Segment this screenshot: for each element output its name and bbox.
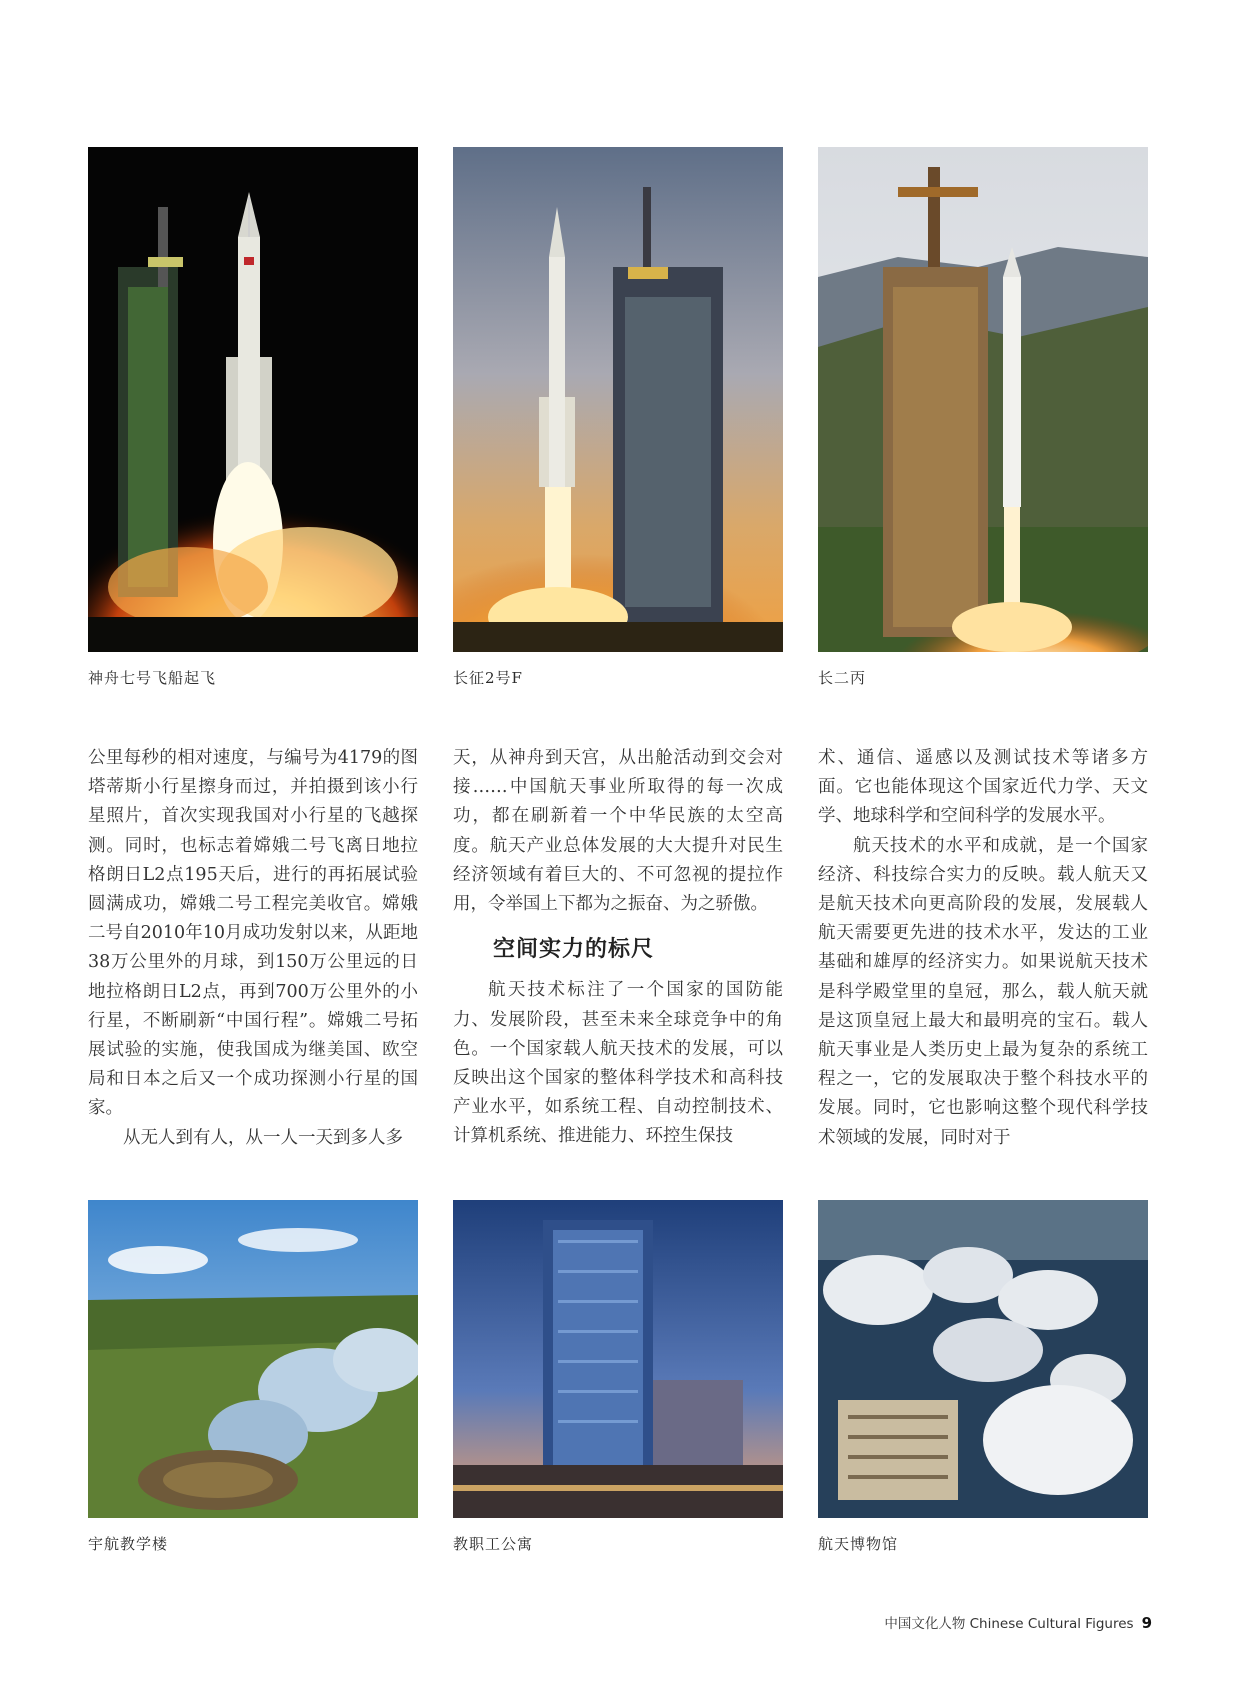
section-heading: 空间实力的标尺 (493, 937, 655, 963)
paragraph: 从无人到有人，从一人一天到多人多 (123, 1127, 403, 1148)
paragraph: 航天技术的水平和成就，是一个国家经济、科技综合实力的反映。载人航天又是航天技术向更高阶段的发展，发展载人航天需要更先进的技术水平，发达的工业基础和雄厚的经济实力。如果说航天技术是科学殿堂里的皇冠，那么，载人航天就是这顶皇冠上最大和最明亮的宝石。载人航天事业是人类历史上最为复杂的系统工程之一，它的发展取决于整个科技水平的发展。同时，它也影响这整个现代科学技术领域的发展，同时对于 (818, 835, 1148, 1148)
paragraph: 公里每秒的相对速度，与编号为4179的图塔蒂斯小行星擦身而过，并拍摄到该小行星照片，首次实现我国对小行星的飞越探测。同时，也标志着嫦娥二号飞离日地拉格朗日L2点195天后，进行的再拓展试验圆满成功，嫦娥二号工程完美收官。嫦娥二号自2010年10月成功发射以来，从距地38万公里外的月球，到150万公里远的日地拉格朗日L2点，再到700万公里外的小行星，不断刷新“中国行程”。嫦娥二号拓展试验的实施，使我国成为继美国、欧空局和日本之后又一个成功探测小行星的国家。 (88, 748, 418, 1119)
photo-shenzhou7-launch (88, 147, 418, 652)
article-column-3 (818, 744, 1148, 1164)
caption-photo-2: 长征2号F (453, 669, 523, 687)
article-column-2 (453, 744, 783, 1164)
page-number: 9 (1141, 1614, 1152, 1632)
caption-photo-6: 航天博物馆 (818, 1535, 899, 1553)
paragraph: 航天技术标注了一个国家的国防能力、发展阶段，甚至未来全球竞争中的角色。一个国家载人航天技术的发展，可以反映出这个国家的整体科学技术和高科技产业水平，如系统工程、自动控制技术、计算机系统、推进能力、环控生保技 (453, 980, 783, 1147)
photo-astronautics-teaching-building (88, 1200, 418, 1518)
paragraph: 术、通信、遥感以及测试技术等诸多方面。它也能体现这个国家近代力学、天文学、地球科学和空间科学的发展水平。 (818, 748, 1148, 827)
paragraph: 天，从神舟到天宫，从出舱活动到交会对接……中国航天事业所取得的每一次成功，都在刷新着一个中华民族的太空高度。航天产业总体发展的大大提升对民生经济领域有着巨大的、不可忽视的提拉作用，令举国上下都为之振奋、为之骄傲。 (453, 748, 783, 915)
caption-photo-4: 宇航教学楼 (88, 1535, 169, 1553)
page-footer (884, 1612, 1152, 1632)
magazine-name: 中国文化人物 Chinese Cultural Figures (884, 1616, 1134, 1632)
photo-long-march-2f (453, 147, 783, 652)
article-column-1 (88, 744, 418, 1164)
photo-long-march-2c (818, 147, 1148, 652)
caption-photo-1: 神舟七号飞船起飞 (88, 669, 217, 687)
caption-photo-5: 教职工公寓 (453, 1535, 534, 1553)
photo-faculty-apartment (453, 1200, 783, 1518)
photo-aerospace-museum (818, 1200, 1148, 1518)
caption-photo-3: 长二丙 (818, 669, 867, 687)
